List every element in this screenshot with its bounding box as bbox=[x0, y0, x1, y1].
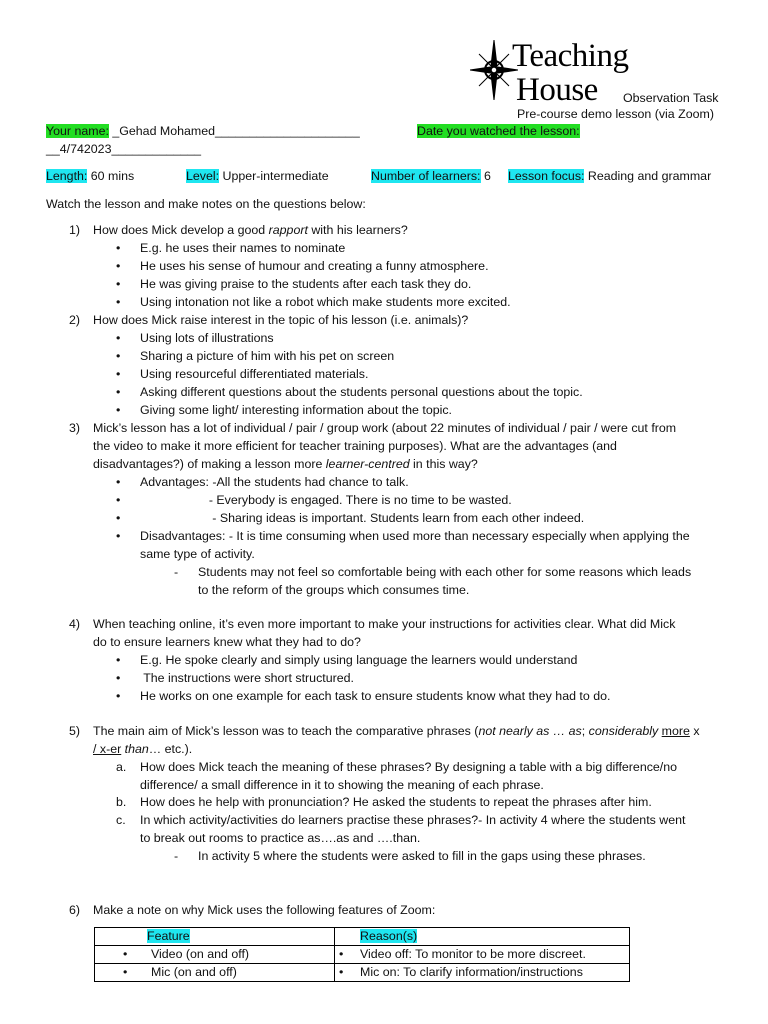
table-cell: • Mic (on and off) bbox=[95, 964, 335, 982]
q3-disadvantage-line1: Disadvantages: - It is time consuming when used more than necessary especially when applying the bbox=[140, 529, 690, 543]
length-label: Length: bbox=[46, 169, 88, 183]
q2-answer: Asking different questions about the students personal questions about the topic. bbox=[140, 385, 583, 399]
q6-number: 6) bbox=[69, 903, 81, 917]
q3-sub-line1: Students may not feel so comfortable being with each other for some reasons which leads bbox=[198, 565, 692, 579]
q4-number: 4) bbox=[69, 617, 81, 631]
q4-answer: E.g. He spoke clearly and simply using language the learners would understand bbox=[140, 653, 578, 667]
learners-row bbox=[371, 167, 491, 185]
date-label-wrap bbox=[417, 122, 580, 140]
q1-answer: E.g. he uses their names to nominate bbox=[140, 241, 346, 255]
q1-text: How does Mick develop a good rapport with his learners? bbox=[93, 223, 408, 237]
table-header-row bbox=[95, 928, 630, 946]
bullet: • bbox=[116, 475, 121, 489]
logo-word-house: House bbox=[516, 72, 598, 108]
level-label: Level: bbox=[186, 169, 220, 183]
focus-label: Lesson focus: bbox=[508, 169, 585, 183]
q3-advantage: Advantages: -All the students had chance to talk. bbox=[140, 475, 409, 489]
bullet: • bbox=[116, 671, 121, 685]
q5-c-label: c. bbox=[116, 813, 126, 827]
level-value: Upper-intermediate bbox=[219, 169, 329, 183]
dash: - bbox=[174, 849, 179, 863]
name-row bbox=[46, 122, 360, 140]
q5-c-line2: to break out rooms to practice as….as and ….than. bbox=[140, 831, 421, 845]
q5-b-line1: How does he help with pronunciation? He asked the students to repeat the phrases after him. bbox=[140, 795, 652, 809]
name-label: Your name: bbox=[46, 124, 109, 138]
q1-answer: Using intonation not like a robot which make students more excited. bbox=[140, 295, 511, 309]
dash: - bbox=[174, 565, 179, 579]
q5-a-label: a. bbox=[116, 760, 127, 774]
table-row bbox=[95, 946, 630, 964]
q2-answer: Sharing a picture of him with his pet on screen bbox=[140, 349, 395, 363]
table-row bbox=[95, 964, 630, 982]
q3-advantage: - Everybody is engaged. There is no time to be wasted. bbox=[140, 493, 512, 507]
q2-answer: Giving some light/ interesting information about the topic. bbox=[140, 403, 452, 417]
q5-c-sub: In activity 5 where the students were asked to fill in the gaps using these phrases. bbox=[198, 849, 646, 863]
bullet: • bbox=[116, 529, 121, 543]
q4-text-line1: When teaching online, it’s even more important to make your instructions for activities clear. What did Mick bbox=[93, 617, 676, 631]
focus-row bbox=[508, 167, 711, 185]
logo-word-teaching: Teaching bbox=[512, 38, 629, 74]
bullet: • bbox=[116, 385, 121, 399]
compass-rose-icon bbox=[470, 40, 518, 100]
learners-label: Number of learners: bbox=[371, 169, 481, 183]
intro-text: Watch the lesson and make notes on the questions below: bbox=[46, 197, 366, 211]
table-header-cell: Feature bbox=[95, 928, 335, 946]
q3-number: 3) bbox=[69, 421, 81, 435]
q3-text-line2: the video to make it more efficient for teacher training purposes). What are the advantages (and bbox=[93, 439, 617, 453]
q6-text: Make a note on why Mick uses the following features of Zoom: bbox=[93, 903, 436, 917]
table-cell: • Mic on: To clarify information/instructions bbox=[335, 964, 630, 982]
date-label: Date you watched the lesson: bbox=[417, 124, 580, 138]
q4-text-line2: do to ensure learners knew what they had to do? bbox=[93, 635, 361, 649]
q2-text: How does Mick raise interest in the topic of his lesson (i.e. animals)? bbox=[93, 313, 469, 327]
bullet: • bbox=[116, 259, 121, 273]
length-value: 60 mins bbox=[87, 169, 135, 183]
q3-disadvantage-line2: same type of activity. bbox=[140, 547, 255, 561]
date-value: __4/742023_____________ bbox=[46, 142, 202, 156]
length-row bbox=[46, 167, 134, 185]
q5-number: 5) bbox=[69, 724, 81, 738]
page-title: Observation Task bbox=[623, 91, 719, 105]
q1-answer: He uses his sense of humour and creating a funny atmosphere. bbox=[140, 259, 489, 273]
q3-text-line3: disadvantages?) of making a lesson more learner-centred in this way? bbox=[93, 457, 478, 471]
bullet: • bbox=[116, 511, 121, 525]
bullet: • bbox=[116, 349, 121, 363]
learners-value: 6 bbox=[480, 169, 491, 183]
q1-answer: He was giving praise to the students after each task they do. bbox=[140, 277, 472, 291]
q2-number: 2) bbox=[69, 313, 81, 327]
q4-answer: He works on one example for each task to ensure students know what they had to do. bbox=[140, 689, 611, 703]
bullet: • bbox=[116, 367, 121, 381]
level-row bbox=[186, 167, 329, 185]
bullet: • bbox=[116, 403, 121, 417]
zoom-features-table bbox=[94, 927, 630, 982]
bullet: • bbox=[116, 689, 121, 703]
q5-text-line2: / x-er than… etc.). bbox=[93, 742, 193, 756]
bullet: • bbox=[116, 493, 121, 507]
teaching-house-logo bbox=[470, 36, 630, 106]
q5-b-label: b. bbox=[116, 795, 127, 809]
bullet: • bbox=[116, 295, 121, 309]
name-value: _Gehad Mohamed_____________________ bbox=[108, 124, 360, 138]
table-header-cell: Reason(s) bbox=[335, 928, 630, 946]
q2-answer: Using resourceful differentiated materials. bbox=[140, 367, 369, 381]
table-cell: • Video off: To monitor to be more discreet. bbox=[335, 946, 630, 964]
bullet: • bbox=[116, 653, 121, 667]
q3-text-line1: Mick’s lesson has a lot of individual / pair / group work (about 22 minutes of individual / pair / were cut from bbox=[93, 421, 677, 435]
page-subtitle: Pre-course demo lesson (via Zoom) bbox=[517, 107, 714, 121]
q5-c-line1: In which activity/activities do learners practise these phrases?- In activity 4 where the students went bbox=[140, 813, 686, 827]
q5-a-line2: difference/ a small difference in it to showing the meaning of each phrase. bbox=[140, 778, 544, 792]
bullet: • bbox=[116, 277, 121, 291]
q3-sub-line2: to the reform of the groups which consumes time. bbox=[198, 583, 470, 597]
q5-text-line1: The main aim of Mick’s lesson was to teach the comparative phrases (not nearly as … as; considerably more x bbox=[93, 724, 700, 738]
q5-a-line1: How does Mick teach the meaning of these phrases? By designing a table with a big difference/no bbox=[140, 760, 678, 774]
q3-advantage: - Sharing ideas is important. Students learn from each other indeed. bbox=[140, 511, 585, 525]
q4-answer: The instructions were short structured. bbox=[140, 671, 354, 685]
q1-number: 1) bbox=[69, 223, 81, 237]
q2-answer: Using lots of illustrations bbox=[140, 331, 274, 345]
table-cell: • Video (on and off) bbox=[95, 946, 335, 964]
bullet: • bbox=[116, 331, 121, 345]
bullet: • bbox=[116, 241, 121, 255]
focus-value: Reading and grammar bbox=[584, 169, 712, 183]
